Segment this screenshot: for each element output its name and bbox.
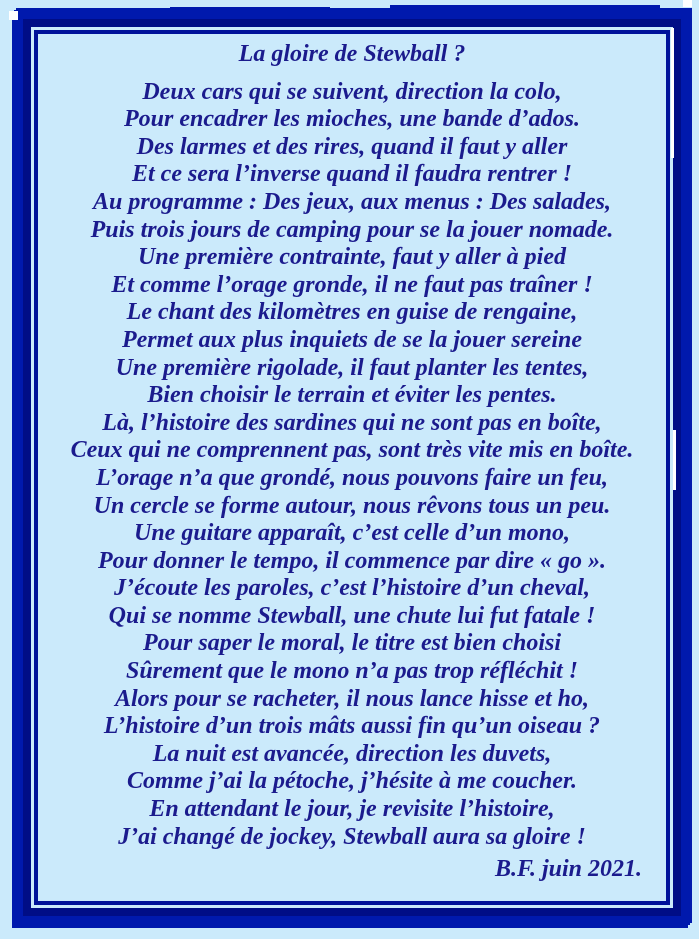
- poem-content: [38, 34, 666, 901]
- frame-notch-top-right: [683, 0, 692, 7]
- poem-line: Des larmes et des rires, quand il faut y aller: [136, 133, 568, 160]
- poem-line: Qui se nomme Stewball, une chute lui fut fatale !: [108, 602, 596, 629]
- poem-line: Une première contrainte, faut y aller à pied: [138, 244, 566, 271]
- poem-line: Une première rigolade, il faut planter les tentes,: [115, 354, 589, 381]
- poem-line: En attendant le jour, je revisite l’histoire,: [149, 796, 555, 823]
- frame-roughness-bottom: [40, 919, 200, 928]
- decorative-frame-outer-band: [14, 10, 690, 925]
- frame-notch-top-left: [9, 11, 18, 20]
- poem-signature: B.F. juin 2021.: [495, 856, 642, 883]
- poem-line: Pour saper le moral, le titre est bien choisi: [143, 630, 561, 657]
- poem-line: L’orage n’a que grondé, nous pouvons faire un feu,: [95, 464, 609, 491]
- poem-line: Un cercle se forme autour, nous rêvons tous un peu.: [93, 492, 611, 519]
- frame-gap-highlight-right-2: [673, 430, 676, 490]
- poem-line: Deux cars qui se suivent, direction la colo,: [142, 78, 562, 105]
- poem-line: Sûrement que le mono n’a pas trop réfléchit !: [125, 658, 579, 685]
- poem-line: Alors pour se racheter, il nous lance hisse et ho,: [114, 685, 590, 712]
- poem-line: Comme j’ai la pétoche, j’hésite à me coucher.: [127, 768, 577, 795]
- poem-title: La gloire de Stewball ?: [238, 41, 466, 67]
- frame-roughness-left: [12, 640, 19, 900]
- poem-line: L’histoire d’un trois mâts aussi fin qu’un oiseau ?: [103, 713, 601, 740]
- poem-line: Ceux qui ne comprennent pas, sont très vite mis en boîte.: [70, 437, 634, 464]
- poem-line: Une guitare apparaît, c’est celle d’un mono,: [134, 520, 570, 547]
- frame-roughness-top-2: [170, 7, 330, 13]
- decorative-frame-inner-line: [34, 30, 670, 905]
- frame-roughness-top: [390, 5, 660, 13]
- poem-line: Pour donner le tempo, il commence par dire « go ».: [98, 547, 606, 574]
- poem-line: Là, l’histoire des sardines qui ne sont pas en boîte,: [102, 409, 602, 436]
- poem-line: Le chant des kilomètres en guise de rengaine,: [126, 299, 578, 326]
- poem-body: [46, 79, 658, 852]
- poem-line: Au programme : Des jeux, aux menus : Des salades,: [92, 188, 612, 215]
- poem-line: J’ai changé de jockey, Stewball aura sa gloire !: [118, 823, 586, 850]
- poem-line: Permet aux plus inquiets de se la jouer sereine: [121, 326, 582, 353]
- poem-line: Bien choisir le terrain et éviter les pentes.: [147, 382, 557, 409]
- poem-line: Et ce sera l’inverse quand il faudra rentrer !: [131, 161, 572, 188]
- decorative-frame-inner-band: [23, 19, 681, 916]
- poem-line: Et comme l’orage gronde, il ne faut pas traîner !: [111, 271, 593, 298]
- poem-line: J’écoute les paroles, c’est l’histoire d’un cheval,: [114, 575, 590, 602]
- frame-gap-highlight-right: [671, 28, 674, 158]
- poem-line: La nuit est avancée, direction les duvets,: [152, 740, 552, 767]
- poem-line: Puis trois jours de camping pour se la jouer nomade.: [90, 216, 614, 243]
- frame-gap: [31, 27, 673, 908]
- poem-line: Pour encadrer les mioches, une bande d’ados.: [124, 106, 580, 133]
